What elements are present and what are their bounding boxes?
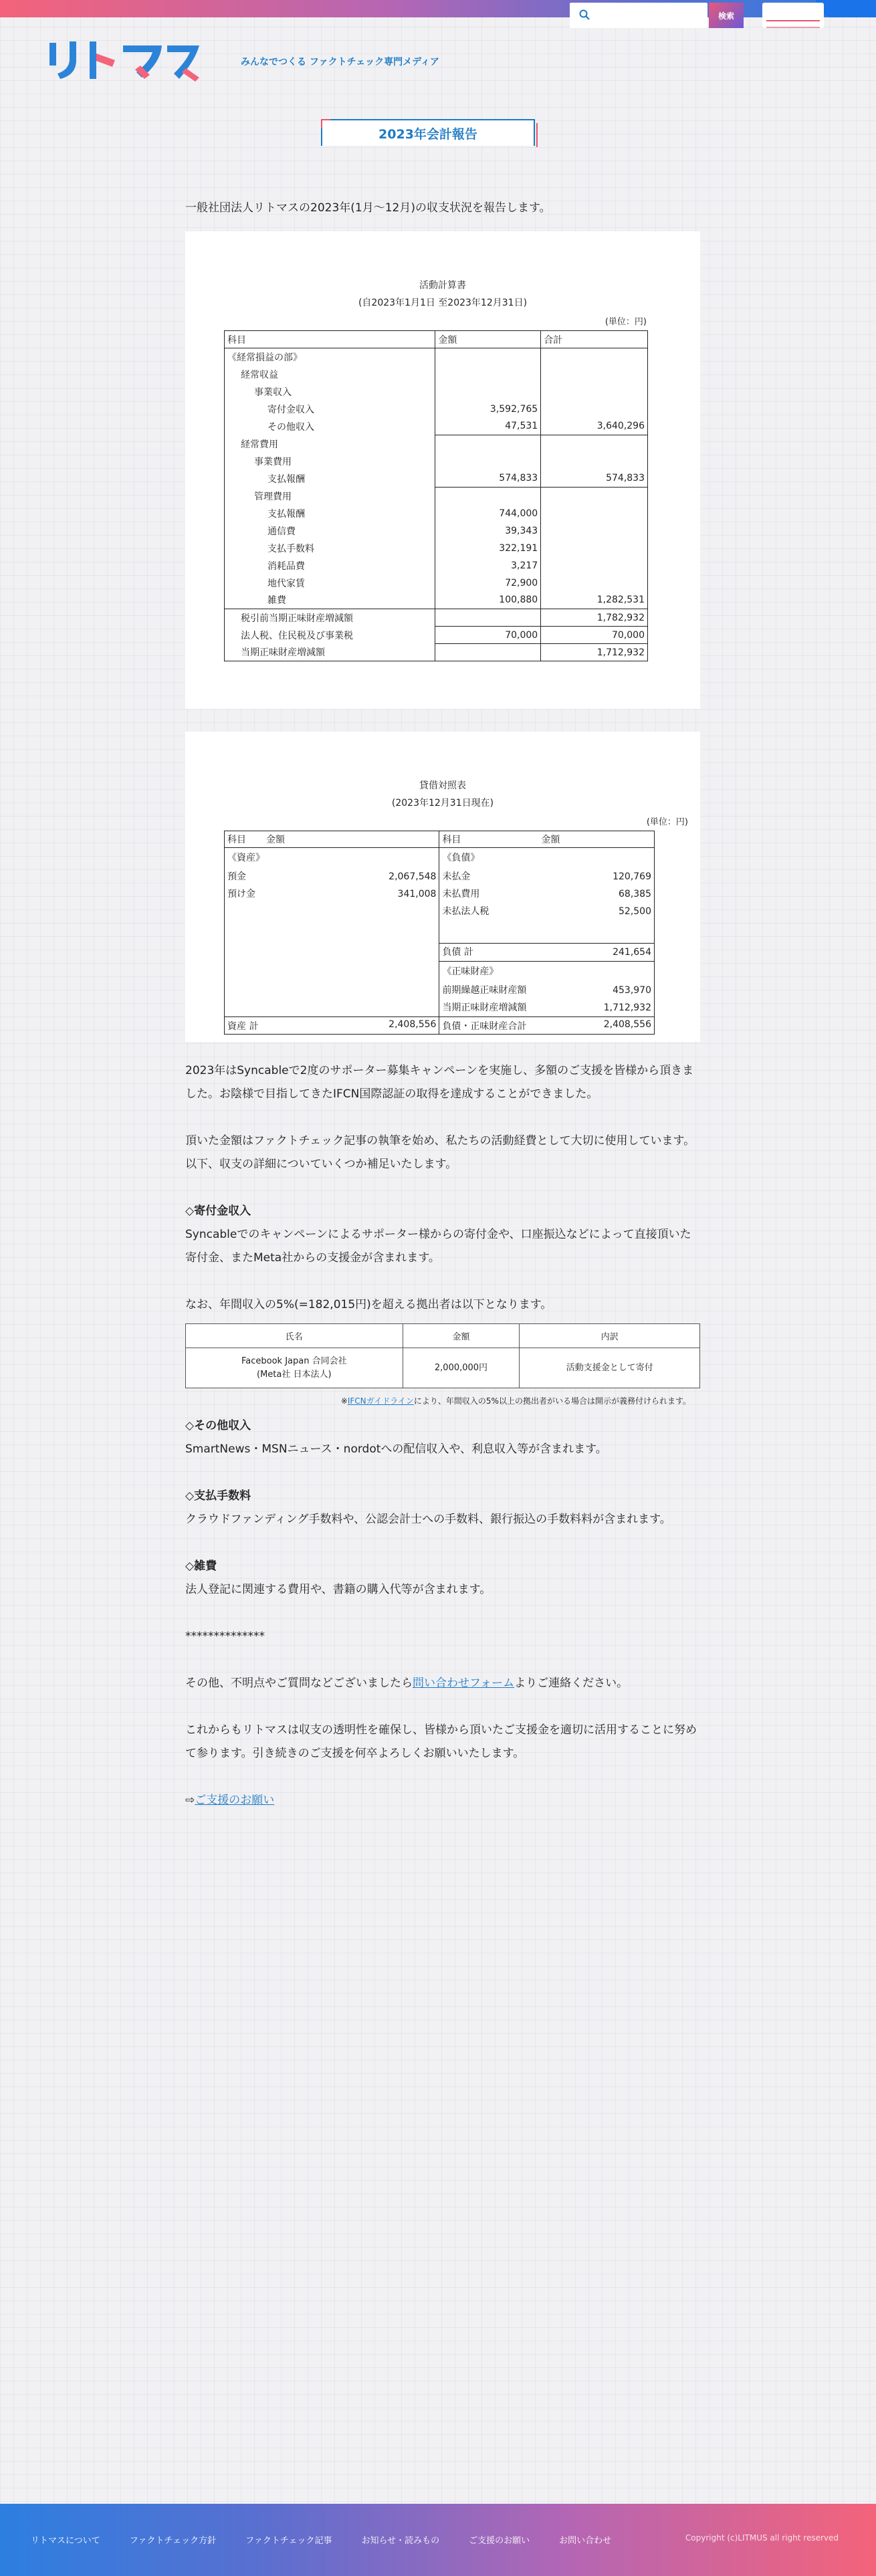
fee-text: クラウドファンディング手数料や、公認会計士への手数料、銀行振込の手数料料が含まれます。: [185, 1513, 671, 1526]
liab-header-row: [439, 831, 655, 848]
liability-row: [439, 868, 654, 885]
assets-subject-label: 科目: [227, 835, 246, 845]
balance-table: [224, 831, 655, 1035]
donation-heading: ◇寄付金収入: [185, 1204, 251, 1218]
activity-header-subject: 科目: [225, 331, 435, 348]
donor-header-amount: 金額: [403, 1324, 520, 1348]
top-bar-cap: [816, 0, 876, 17]
table-row: [225, 435, 648, 453]
table-row: [225, 522, 648, 540]
footer: [0, 2504, 876, 2576]
search-box[interactable]: [570, 3, 707, 28]
page-title: 2023年会計報告: [378, 126, 477, 142]
activity-total: [541, 574, 648, 592]
activity-header-total: 合計: [541, 331, 648, 348]
activity-total: [541, 540, 648, 557]
footer-nav-item[interactable]: ご支援のお願い: [469, 2536, 530, 2546]
activity-unit: (単位：円): [605, 317, 647, 327]
misc-text: 法人登記に関連する費用や、書籍の購入代等が含まれます。: [185, 1583, 491, 1596]
equity-row-amount: 1,712,932: [603, 1002, 651, 1013]
activity-amount: 39,343: [435, 522, 541, 540]
contact-text: [185, 1672, 700, 1695]
table-row: [186, 1348, 700, 1388]
assets-header-row: [225, 831, 439, 848]
liab-total-amount: 241,654: [613, 947, 651, 958]
equity-row-label: 前期繰越正味財産額: [442, 985, 527, 996]
search-button[interactable]: 検索: [709, 3, 744, 28]
activity-amount: [435, 348, 541, 366]
table-row: [225, 401, 648, 418]
asset-row-label: 預け金: [227, 889, 255, 899]
assets-total-label: 資産 計: [227, 1021, 259, 1032]
assets-amount-label: 金額: [266, 835, 285, 845]
assets-cell: [225, 848, 439, 1017]
activity-amount: [435, 644, 541, 661]
activity-subject: 事業費用: [225, 453, 435, 470]
donor-header-detail: 内訳: [520, 1324, 700, 1348]
body-paragraph-2: 頂いた金額はファクトチェック記事の執筆を始め、私たちの活動経費として大切に使用しています。以下、収支の詳細についていくつか補足いたします。: [185, 1134, 695, 1171]
equity-section: 《正味財産》: [442, 966, 499, 977]
liab-subject-label: 科目: [442, 835, 461, 845]
activity-total: 1,712,932: [541, 644, 648, 661]
donation-text: Syncableでのキャンペーンによるサポーター様からの寄付金や、口座振込などによって直接頂いた寄付金、またMeta社からの支援金が含まれます。: [185, 1228, 691, 1265]
activity-subject: その他収入: [225, 418, 435, 435]
activity-total: 3,640,296: [541, 418, 648, 435]
menu-line-icon: [766, 20, 820, 21]
footer-nav-item[interactable]: ファクトチェック記事: [245, 2536, 332, 2546]
activity-total: [541, 401, 648, 418]
grand-total-amount: 2,408,556: [603, 1018, 651, 1030]
activity-title: 活動計算書: [419, 280, 466, 291]
activity-total: [541, 557, 648, 574]
table-row: [225, 627, 648, 644]
activity-total: [541, 453, 648, 470]
activity-subject: 通信費: [225, 522, 435, 540]
liab-cell: [439, 848, 655, 1017]
activity-total: 1,282,531: [541, 592, 648, 609]
activity-amount: 3,592,765: [435, 401, 541, 418]
table-row: [225, 574, 648, 592]
footer-nav-item[interactable]: ファクトチェック方針: [129, 2536, 217, 2546]
top-gradient-bar: [0, 0, 876, 17]
activity-amount: [435, 383, 541, 401]
table-row: [225, 348, 648, 366]
activity-subject: 支払報酬: [225, 505, 435, 522]
grand-total-label: 負債・正味財産合計: [442, 1021, 527, 1032]
activity-period: (自2023年1月1日 至2023年12月31日): [358, 298, 528, 308]
activity-total: 574,833: [541, 470, 648, 488]
activity-subject: 法人税、住民税及び事業税: [225, 627, 435, 644]
balance-sheet: [185, 732, 700, 1042]
balance-title: 貸借対照表: [419, 780, 466, 791]
menu-button[interactable]: [762, 3, 824, 28]
liability-row-label: 未払費用: [442, 889, 480, 899]
table-row: [225, 609, 648, 627]
liab-total-row: [439, 943, 654, 962]
activity-subject: 経常収益: [225, 366, 435, 383]
copyright: Copyright (c)LITMUS all right reserved: [685, 2533, 839, 2543]
footer-nav-item[interactable]: リトマスについて: [31, 2536, 100, 2546]
balance-unit: (単位：円): [646, 817, 688, 827]
activity-total: [541, 505, 648, 522]
activity-total: [541, 348, 648, 366]
activity-amount: 3,217: [435, 557, 541, 574]
table-row: [225, 470, 648, 488]
activity-subject: 消耗品費: [225, 557, 435, 574]
activity-subject: 支払手数料: [225, 540, 435, 557]
contact-pre: その他、不明点やご質問などございましたら: [185, 1677, 413, 1690]
separator-stars: **************: [185, 1630, 265, 1643]
footer-nav-item[interactable]: お知らせ・読みもの: [361, 2536, 440, 2546]
donor-header-name: 氏名: [186, 1324, 403, 1348]
page-title-box: [321, 119, 535, 146]
liability-row-label: 未払法人税: [442, 906, 489, 917]
table-row: [225, 592, 648, 609]
table-row: [225, 418, 648, 435]
menu-line-icon: [766, 27, 820, 28]
activity-subject: 当期正味財産増減額: [225, 644, 435, 661]
activity-total: [541, 383, 648, 401]
asset-row: [225, 868, 439, 885]
table-row: [225, 540, 648, 557]
liability-row-amount: 120,769: [613, 871, 651, 882]
search-input[interactable]: [595, 7, 702, 24]
ifcn-guideline-link[interactable]: IFCNガイドライン: [347, 1396, 414, 1406]
other-income-heading: ◇その他収入: [185, 1419, 251, 1432]
activity-amount: [435, 435, 541, 453]
liab-section: 《負債》: [442, 853, 480, 863]
liability-row-label: 未払金: [442, 871, 471, 882]
footer-nav: [31, 2533, 641, 2546]
activity-subject: 《経常損益の部》: [225, 348, 435, 366]
body-paragraph-1: 2023年はSyncableで2度のサポーター募集キャンペーンを実施し、多額のご支援を皆様から頂きました。お陰様で目指してきたIFCN国際認証の取得を達成することができました。: [185, 1064, 694, 1101]
activity-amount: [435, 453, 541, 470]
equity-row: [439, 982, 654, 999]
activity-subject: 管理費用: [225, 488, 435, 505]
main-content: [185, 198, 700, 1812]
activity-total: 70,000: [541, 627, 648, 644]
ifcn-note: [185, 1395, 700, 1406]
activity-amount: 72,900: [435, 574, 541, 592]
liab-total-label: 負債 計: [442, 947, 473, 958]
balance-date: (2023年12月31日現在): [391, 798, 494, 809]
activity-total: [541, 488, 648, 505]
activity-total: 1,782,932: [541, 609, 648, 627]
table-row: [225, 453, 648, 470]
activity-subject: 雑費: [225, 592, 435, 609]
donor-table: [185, 1323, 700, 1388]
liability-row-amount: 52,500: [619, 906, 651, 917]
footer-nav-item[interactable]: お問い合わせ: [559, 2536, 612, 2546]
activity-subject: 事業収入: [225, 383, 435, 401]
activity-subject: 地代家賃: [225, 574, 435, 592]
equity-row-label: 当期正味財産増減額: [442, 1002, 527, 1013]
other-income-text: SmartNews・MSNニュース・nordotへの配信収入や、利息収入等が含まれます。: [185, 1442, 607, 1456]
activity-amount: 47,531: [435, 418, 541, 435]
activity-subject: 寄付金収入: [225, 401, 435, 418]
liab-amount-label: 金額: [541, 835, 560, 845]
intro-text: 一般社団法人リトマスの2023年(1月〜12月)の収支状況を報告します。: [185, 201, 551, 215]
activity-amount: 100,880: [435, 592, 541, 609]
activity-header-amount: 金額: [435, 331, 541, 348]
activity-subject: 税引前当期正味財産増減額: [225, 609, 435, 627]
contact-post: よりご連絡ください。: [514, 1677, 629, 1690]
closing-text: これからもリトマスは収支の透明性を確保し、皆様から頂いたご支援金を適切に活用することに努めて参ります。引き続きのご支援を何卒よろしくお願いいたします。: [185, 1723, 697, 1760]
table-row: [225, 366, 648, 383]
activity-amount: 322,191: [435, 540, 541, 557]
activity-total: [541, 366, 648, 383]
threshold-text: なお、年間収入の5%(=182,015円)を超える拠出者は以下となります。: [185, 1298, 552, 1311]
assets-total-row: [225, 1017, 439, 1035]
note-text: により、年間収入の5%以上の拠出者がいる場合は開示が義務付けられます。: [413, 1396, 691, 1406]
arrow-icon: ⇨: [185, 1794, 195, 1807]
equity-row-amount: 453,970: [613, 985, 651, 996]
activity-amount: 574,833: [435, 470, 541, 488]
liability-row-amount: 68,385: [619, 889, 651, 899]
asset-row: [225, 885, 439, 903]
liability-row: [439, 903, 654, 920]
activity-amount: [435, 366, 541, 383]
donor-amount: 2,000,000円: [403, 1348, 520, 1388]
table-row: [225, 557, 648, 574]
contact-form-link[interactable]: 問い合わせフォーム: [413, 1677, 515, 1690]
support-link[interactable]: ご支援のお願い: [195, 1794, 275, 1807]
misc-heading: ◇雑費: [185, 1560, 217, 1573]
table-row: [225, 644, 648, 661]
fee-heading: ◇支払手数料: [185, 1489, 251, 1503]
table-row: [225, 505, 648, 522]
activity-amount: 70,000: [435, 627, 541, 644]
activity-table: [224, 330, 648, 661]
table-row: [225, 488, 648, 505]
donor-detail: 活動支援金として寄付: [520, 1348, 700, 1388]
table-row: [225, 383, 648, 401]
activity-subject: 経常費用: [225, 435, 435, 453]
asset-row-amount: 2,067,548: [389, 871, 437, 882]
litmus-logo[interactable]: [48, 40, 203, 82]
activity-subject: 支払報酬: [225, 470, 435, 488]
assets-total-amount: 2,408,556: [389, 1018, 437, 1030]
grand-total-row: [439, 1017, 655, 1035]
activity-amount: [435, 488, 541, 505]
support-line: [185, 1789, 700, 1812]
donor-name: [186, 1348, 403, 1388]
activity-total: [541, 435, 648, 453]
donor-name-line1: Facebook Japan 合同会社: [241, 1356, 347, 1366]
note-mark: ※: [340, 1396, 348, 1406]
activity-amount: [435, 609, 541, 627]
activity-statement: [185, 231, 700, 709]
donor-name-line2: (Meta社 日本法人): [257, 1369, 332, 1380]
asset-row-label: 預金: [227, 871, 246, 882]
activity-total: [541, 522, 648, 540]
liability-row: [439, 885, 654, 903]
equity-row: [439, 999, 654, 1016]
assets-section: 《資産》: [227, 853, 265, 863]
search-icon: [579, 9, 590, 20]
site-tagline: みんなでつくる ファクトチェック専門メディア: [241, 57, 440, 68]
asset-row-amount: 341,008: [397, 889, 437, 899]
activity-amount: 744,000: [435, 505, 541, 522]
